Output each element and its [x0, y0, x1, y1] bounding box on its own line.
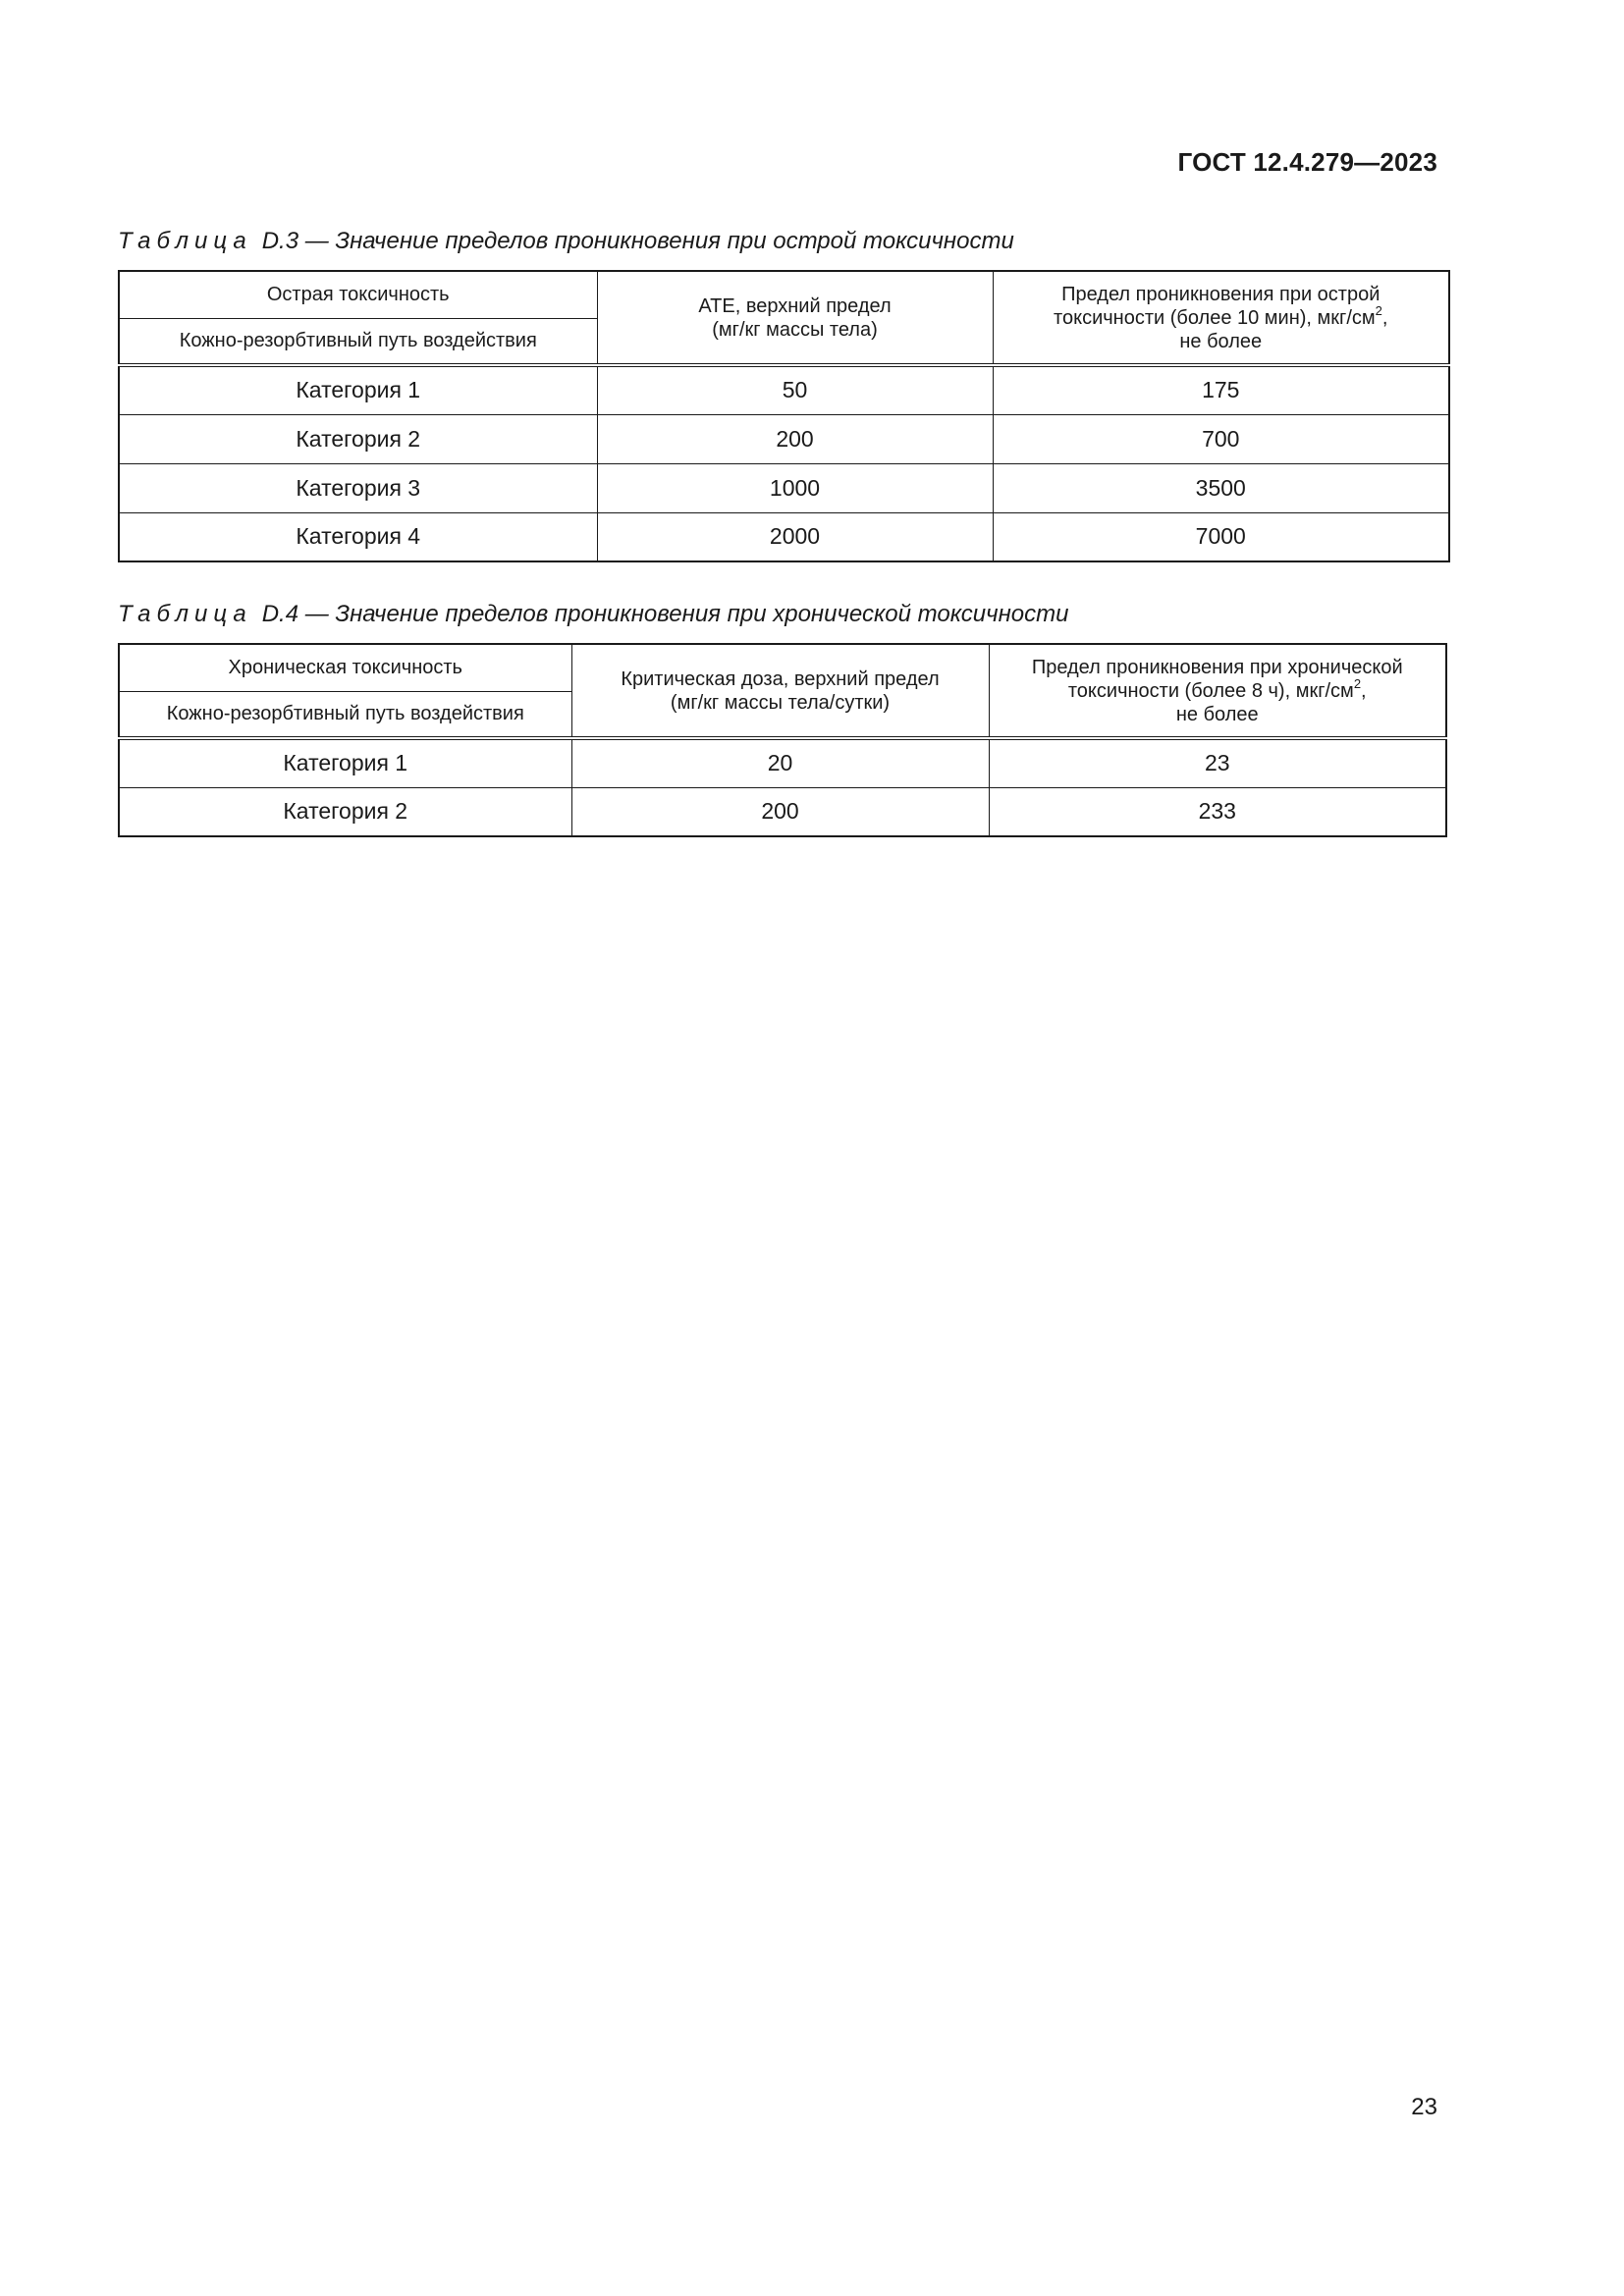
- table-d3-cell-ate: 1000: [597, 463, 993, 512]
- table-row: [119, 365, 1449, 414]
- table-d3-header-row: [119, 271, 1449, 318]
- table-d4-caption-prefix: Таблица: [118, 601, 252, 627]
- table-d3-header-col3-unit: токсичности (более 10 мин), мкг/см: [1054, 306, 1376, 329]
- table-d3-header-col3-comma: ,: [1381, 306, 1388, 329]
- table-d3-header-col3-line2: [1001, 302, 1441, 330]
- table-d4-header-col1-bottom: Кожно-резорбтивный путь воздействия: [119, 691, 571, 738]
- page-number: 23: [1411, 2094, 1437, 2120]
- table-d3-header-col2-line1: АТЕ, верхний предел: [698, 294, 892, 317]
- table-d3-header-col3-line1: Предел проникновения при острой: [1061, 283, 1380, 305]
- table-d4-header-col3-line3: не более: [1175, 703, 1259, 725]
- table-d3-cell-ate: 200: [597, 414, 993, 463]
- table-row: [119, 738, 1446, 787]
- table-d3-header-col3: [993, 271, 1449, 365]
- table-row: [119, 414, 1449, 463]
- table-d3-caption-text: D.3 — Значение пределов проникновения при острой токсичности: [261, 228, 1014, 254]
- table-d3-header-col3-line3: не более: [1179, 330, 1263, 352]
- table-d4-header-col3-unit: токсичности (более 8 ч), мкг/см: [1067, 679, 1354, 702]
- table-d3-cell-ate: 50: [597, 365, 993, 414]
- table-d3-cell-ate: 2000: [597, 512, 993, 561]
- table-d4-caption-text: D.4 — Значение пределов проникновения при хронической токсичности: [261, 601, 1069, 627]
- table-d3-caption-prefix: Таблица: [118, 228, 252, 254]
- table-row: [119, 512, 1449, 561]
- table-d4-cell-limit: 23: [989, 738, 1446, 787]
- table-d3-header-col2: [597, 271, 993, 365]
- table-d3-header-col1-top: Острая токсичность: [119, 271, 597, 318]
- table-d4-header-row: [119, 644, 1446, 691]
- table-d3-header-col1-bottom: Кожно-резорбтивный путь воздействия: [119, 318, 597, 365]
- table-d4-header-col3-line2: [998, 675, 1438, 703]
- table-d3-cell-category: Категория 2: [119, 414, 597, 463]
- table-d4-cell-limit: 233: [989, 787, 1446, 836]
- table-d3-cell-category: Категория 3: [119, 463, 597, 512]
- table-d3-cell-limit: 3500: [993, 463, 1449, 512]
- table-d4-caption: [118, 601, 1068, 628]
- table-d3-cell-limit: 700: [993, 414, 1449, 463]
- table-d4-header-col2: [571, 644, 989, 738]
- table-d3-cell-limit: 7000: [993, 512, 1449, 561]
- table-d3: [118, 270, 1450, 562]
- table-d3-cell-limit: 175: [993, 365, 1449, 414]
- table-d4-header-col3-sup: 2: [1353, 675, 1362, 691]
- table-d4: [118, 643, 1447, 837]
- table-d4-cell-dose: 20: [571, 738, 989, 787]
- table-d4-header-col1-top: Хроническая токсичность: [119, 644, 571, 691]
- table-d3-header-col3-sup: 2: [1375, 302, 1382, 318]
- table-d4-header-col3: [989, 644, 1446, 738]
- table-d4-header-col3-line1: Предел проникновения при хронической: [1031, 656, 1403, 678]
- table-d4-header-col2-line1: Критическая доза, верхний предел: [621, 667, 940, 690]
- table-row: [119, 463, 1449, 512]
- table-d4-cell-category: Категория 2: [119, 787, 571, 836]
- table-d3-cell-category: Категория 1: [119, 365, 597, 414]
- table-row: [119, 787, 1446, 836]
- table-d4-header-col2-line2: (мг/кг массы тела/сутки): [670, 691, 891, 714]
- table-d4-cell-category: Категория 1: [119, 738, 571, 787]
- table-d4-cell-dose: 200: [571, 787, 989, 836]
- table-d3-header-col2-line2: (мг/кг массы тела): [712, 318, 878, 341]
- table-d3-cell-category: Категория 4: [119, 512, 597, 561]
- document-standard-id: ГОСТ 12.4.279—2023: [1177, 147, 1437, 177]
- table-d4-header-col3-comma: ,: [1361, 679, 1367, 702]
- table-d3-caption: [118, 228, 1014, 255]
